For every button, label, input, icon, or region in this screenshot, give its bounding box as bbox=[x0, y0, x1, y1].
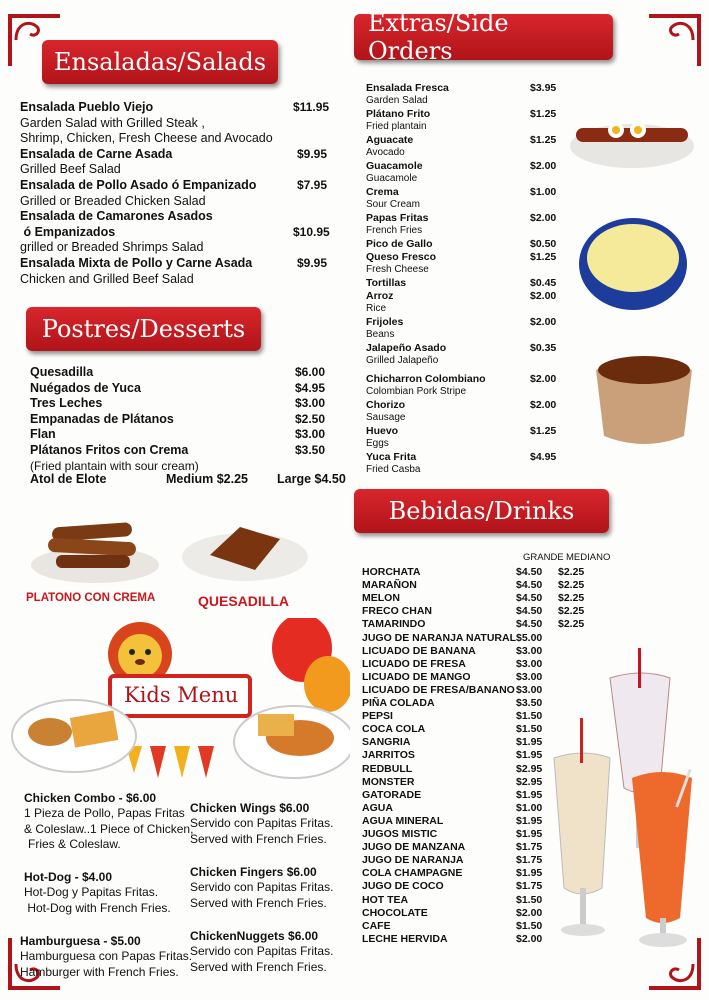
extras-title: Extras/Side Orders bbox=[368, 9, 509, 65]
extra-desc: Eggs bbox=[366, 438, 389, 449]
dessert-name: Plátanos Fritos con Crema bbox=[30, 442, 189, 457]
drink-price-grande: $2.00 bbox=[516, 932, 543, 945]
kid-title: Chicken Fingers $6.00 bbox=[190, 865, 317, 879]
salad-name: Ensalada de Pollo Asado ó Empanizado bbox=[20, 177, 257, 192]
extra-desc: Grilled Jalapeño bbox=[366, 355, 439, 366]
kid-title: Chicken Combo - $6.00 bbox=[24, 791, 157, 805]
dessert-price: $2.50 bbox=[295, 411, 326, 426]
drink-price-grande: $1.95 bbox=[516, 749, 543, 762]
salad-desc: Shrimp, Chicken, Fresh Cheese and Avocado bbox=[20, 131, 273, 146]
kid-desc: Hot-Dog with French Fries. bbox=[24, 900, 171, 915]
drink-name: HOT TEA bbox=[362, 893, 409, 906]
drink-price-grande: $2.95 bbox=[516, 762, 543, 775]
kid-desc: Hamburger with French Fries. bbox=[20, 964, 179, 979]
drink-name: MELON bbox=[362, 592, 400, 605]
salad-name: Ensalada de Carne Asada bbox=[20, 146, 173, 161]
kid-desc: Servido con Papitas Fritas. bbox=[190, 944, 334, 959]
dessert-name: Nuégados de Yuca bbox=[30, 380, 141, 395]
salad-desc: Chicken and Grilled Beef Salad bbox=[20, 271, 194, 286]
dessert-name: Flan bbox=[30, 427, 56, 442]
salad-desc: Garden Salad with Grilled Steak , bbox=[20, 115, 205, 130]
drink-name: JUGO DE MANZANA bbox=[362, 841, 466, 854]
extra-name: Aguacate bbox=[366, 134, 414, 146]
kid-title: Hamburguesa - $5.00 bbox=[20, 934, 141, 948]
dessert-name: Tres Leches bbox=[30, 396, 103, 411]
extra-desc: Avocado bbox=[366, 147, 405, 158]
extra-price: $4.95 bbox=[530, 451, 557, 463]
drink-name: HORCHATA bbox=[362, 566, 421, 578]
extra-price: $2.00 bbox=[530, 212, 557, 224]
kids-item bbox=[190, 929, 350, 975]
salad-desc: Grilled Beef Salad bbox=[20, 162, 121, 177]
drink-price-grande: $3.00 bbox=[516, 670, 543, 683]
extra-price: $2.00 bbox=[530, 290, 557, 302]
extra-name: Plátano Frito bbox=[366, 108, 431, 120]
drink-price-grande: $2.95 bbox=[516, 775, 543, 788]
kid-desc: Servido con Papitas Fritas. bbox=[190, 880, 334, 895]
kid-desc: 1 Pieza de Pollo, Papas Fritas bbox=[24, 806, 185, 821]
drink-name: COCA COLA bbox=[362, 723, 426, 736]
salad-name: Ensalada de Camarones Asados bbox=[20, 209, 213, 224]
drink-price-grande: $1.50 bbox=[516, 723, 543, 736]
drink-price-grande: $4.50 bbox=[516, 592, 543, 605]
drink-name: JUGO DE NARANJA bbox=[362, 854, 464, 867]
drink-price-mediano: $2.25 bbox=[558, 579, 585, 592]
salad-price: $11.95 bbox=[293, 100, 330, 114]
drink-price-grande: $1.50 bbox=[516, 919, 543, 932]
drinks-title: Bebidas/Drinks bbox=[388, 497, 575, 525]
extra-desc: French Fries bbox=[366, 225, 423, 236]
extra-price: $1.00 bbox=[530, 186, 557, 198]
kid-title: Chicken Wings $6.00 bbox=[190, 801, 310, 815]
kid-desc: Served with French Fries. bbox=[190, 959, 327, 974]
extra-desc: Colombian Pork Stripe bbox=[366, 386, 467, 397]
platano-label: PLATONO CON CREMA bbox=[26, 592, 156, 604]
drinks-col-grande: GRANDE bbox=[523, 552, 564, 563]
extras-banner bbox=[354, 9, 613, 65]
drink-price-grande: $1.95 bbox=[516, 736, 543, 749]
drink-price-grande: $1.00 bbox=[516, 801, 543, 814]
bowl-photo bbox=[578, 212, 688, 314]
drink-price-grande: $1.75 bbox=[516, 854, 543, 867]
corner-ornament-top-right bbox=[643, 10, 703, 70]
atol-medium bbox=[166, 472, 248, 486]
desserts-title: Postres/Desserts bbox=[41, 315, 246, 343]
salad-price: $9.95 bbox=[297, 147, 328, 161]
drink-name: AGUA bbox=[362, 801, 393, 814]
extra-price: $0.35 bbox=[530, 342, 557, 354]
drink-name: PIÑA COLADA bbox=[362, 697, 435, 709]
drink-name: PEPSI bbox=[362, 710, 393, 723]
drink-price-grande: $1.75 bbox=[516, 841, 543, 854]
drink-price-grande: $3.00 bbox=[516, 644, 543, 657]
extra-price: $0.45 bbox=[530, 277, 557, 289]
drinks-banner bbox=[354, 489, 609, 533]
kid-desc: Served with French Fries. bbox=[190, 895, 327, 910]
salads-banner bbox=[42, 40, 278, 84]
drink-price-grande: $3.00 bbox=[516, 683, 543, 696]
dessert-price: $3.00 bbox=[295, 427, 326, 442]
drink-name: CHOCOLATE bbox=[362, 906, 428, 919]
dessert-name: Quesadilla bbox=[30, 365, 94, 379]
drink-price-grande: $5.00 bbox=[516, 631, 543, 644]
extra-price: $1.25 bbox=[530, 108, 557, 120]
drink-price-grande: $1.95 bbox=[516, 788, 543, 801]
extra-name: Tortillas bbox=[366, 277, 407, 289]
dessert-price: $6.00 bbox=[295, 365, 326, 379]
drink-name: REDBULL bbox=[362, 762, 413, 775]
kid-title: Hot-Dog - $4.00 bbox=[24, 870, 113, 884]
kids-item bbox=[24, 870, 194, 916]
salad-name-cont: ó Empanizados bbox=[20, 224, 116, 239]
salad-price: $10.95 bbox=[293, 225, 330, 239]
extra-name: Arroz bbox=[366, 290, 394, 302]
drink-price-mediano: $2.25 bbox=[558, 566, 585, 578]
drink-price-grande: $4.50 bbox=[516, 579, 543, 592]
drink-price-grande: $1.95 bbox=[516, 867, 543, 880]
drink-price-grande: $1.95 bbox=[516, 828, 543, 840]
kids-item bbox=[190, 865, 350, 911]
salad-price: $9.95 bbox=[297, 256, 328, 270]
salads-title: Ensaladas/Salads bbox=[53, 48, 267, 76]
drink-price-grande: $3.00 bbox=[516, 657, 543, 670]
kids-menu-title: Kids Menu bbox=[124, 683, 239, 707]
extra-name: Huevo bbox=[366, 425, 399, 437]
extra-price: $2.00 bbox=[530, 160, 557, 172]
extra-name: Yuca Frita bbox=[366, 451, 417, 463]
extra-name: Crema bbox=[366, 186, 399, 198]
quesadilla-label: QUESADILLA bbox=[198, 593, 289, 609]
drink-price-mediano: $2.25 bbox=[558, 618, 585, 631]
drink-name: LICUADO DE BANANA bbox=[362, 644, 476, 657]
drink-name: GATORADE bbox=[362, 788, 422, 801]
extra-price: $2.00 bbox=[530, 316, 557, 328]
drink-name: CAFE bbox=[362, 919, 391, 932]
desserts-list bbox=[30, 365, 340, 474]
salad-name: Ensalada Mixta de Pollo y Carne Asada bbox=[20, 255, 253, 270]
extra-name: Chorizo bbox=[366, 399, 406, 411]
extra-name: Papas Fritas bbox=[366, 212, 429, 224]
drink-name: JUGOS MISTIC bbox=[362, 828, 438, 840]
platano-photo bbox=[30, 515, 160, 585]
drink-price-grande: $1.95 bbox=[516, 814, 543, 827]
drink-price-grande: $1.50 bbox=[516, 893, 543, 906]
kids-item bbox=[190, 801, 350, 847]
drink-name: SANGRIA bbox=[362, 736, 411, 749]
extra-desc: Rice bbox=[366, 303, 387, 314]
drink-name: COLA CHAMPAGNE bbox=[362, 867, 463, 880]
salad-desc: grilled or Breaded Shrimps Salad bbox=[20, 240, 204, 255]
dessert-price: $4.95 bbox=[295, 380, 326, 395]
drink-price-grande: $2.00 bbox=[516, 906, 543, 919]
kid-desc: Hamburguesa con Papas Fritas. bbox=[20, 949, 193, 964]
kid-desc: Fries & Coleslaw. bbox=[28, 837, 121, 852]
extra-desc: Garden Salad bbox=[366, 95, 428, 106]
drink-name: JUGO DE COCO bbox=[362, 880, 444, 893]
drink-name: JARRITOS bbox=[362, 749, 415, 762]
dessert-name: Empanadas de Plátanos bbox=[30, 411, 174, 426]
extra-price: $2.00 bbox=[530, 373, 557, 385]
dessert-note: (Fried plantain with sour cream) bbox=[30, 458, 199, 473]
extra-name: Chicharron Colombiano bbox=[366, 373, 486, 385]
drink-price-grande: $4.50 bbox=[516, 618, 543, 631]
drink-price-mediano: $2.25 bbox=[558, 592, 585, 605]
extra-desc: Fried plantain bbox=[366, 121, 427, 132]
drinks-col-mediano: MEDIANO bbox=[566, 552, 611, 563]
extra-name: Frijoles bbox=[366, 316, 404, 328]
drink-name: LICUADO DE MANGO bbox=[362, 670, 471, 683]
extra-desc: Guacamole bbox=[366, 173, 418, 184]
bacon-photo bbox=[568, 112, 696, 174]
salad-price: $7.95 bbox=[297, 178, 328, 192]
extra-price: $1.25 bbox=[530, 134, 557, 146]
quesadilla-photo bbox=[180, 515, 310, 585]
kid-desc: Servido con Papitas Fritas. bbox=[190, 816, 334, 831]
extra-desc: Fresh Cheese bbox=[366, 264, 429, 275]
drink-name: AGUA MINERAL bbox=[362, 814, 444, 827]
drinks-photo bbox=[550, 648, 700, 958]
extra-price: $2.00 bbox=[530, 399, 557, 411]
dessert-price: $3.50 bbox=[295, 442, 326, 457]
drink-price-grande: $1.50 bbox=[516, 710, 543, 723]
kid-desc: Hot-Dog y Papitas Fritas. bbox=[24, 885, 159, 900]
drink-name: MONSTER bbox=[362, 775, 415, 788]
extra-name: Queso Fresco bbox=[366, 251, 437, 263]
kid-title: ChickenNuggets $6.00 bbox=[190, 929, 319, 943]
extra-name: Jalapeño Asado bbox=[366, 342, 447, 354]
drink-price-mediano: $2.25 bbox=[558, 605, 585, 618]
extra-name: Guacamole bbox=[366, 160, 423, 172]
extra-name: Ensalada Fresca bbox=[366, 82, 449, 94]
drink-name: TAMARINDO bbox=[362, 618, 426, 631]
drink-price-grande: $1.75 bbox=[516, 880, 543, 893]
extra-desc: Sour Cream bbox=[366, 199, 420, 210]
extra-price: $0.50 bbox=[530, 238, 557, 250]
salad-desc: Grilled or Breaded Chicken Salad bbox=[20, 193, 206, 208]
desserts-prices bbox=[295, 365, 325, 459]
atol-large: Large $4.50 bbox=[277, 472, 346, 486]
extra-desc: Beans bbox=[366, 329, 395, 340]
kid-desc: & Coleslaw..1 Piece of Chicken, bbox=[24, 821, 194, 836]
extra-price: $3.95 bbox=[530, 82, 557, 94]
atol-name: Atol de Elote bbox=[30, 472, 107, 486]
kids-item bbox=[24, 791, 194, 853]
extra-desc: Sausage bbox=[366, 412, 406, 423]
drink-name: LICUADO DE FRESA/BANANO bbox=[362, 683, 515, 696]
drink-name: FRECO CHAN bbox=[362, 605, 432, 618]
soup-photo bbox=[592, 340, 696, 452]
desserts-banner bbox=[26, 307, 261, 351]
extra-price: $1.25 bbox=[530, 425, 557, 437]
drink-price-grande: $4.50 bbox=[516, 605, 543, 618]
atol-medium-price: Medium $2.25 bbox=[166, 472, 248, 486]
drink-price-grande: $4.50 bbox=[516, 566, 543, 578]
dessert-price: $3.00 bbox=[295, 396, 326, 411]
drink-name: JUGO DE NARANJA NATURAL bbox=[362, 631, 517, 644]
drink-name: LECHE HERVIDA bbox=[362, 932, 448, 945]
extra-price: $1.25 bbox=[530, 251, 557, 263]
kids-item bbox=[20, 934, 195, 980]
kid-desc: Served with French Fries. bbox=[190, 831, 327, 846]
salad-name: Ensalada Pueblo Viejo bbox=[20, 100, 154, 114]
extra-name: Pico de Gallo bbox=[366, 238, 433, 250]
drink-name: MARAÑON bbox=[362, 579, 417, 592]
drink-name: LICUADO DE FRESA bbox=[362, 657, 466, 670]
drink-price-grande: $3.50 bbox=[516, 697, 543, 709]
extra-desc: Fried Casba bbox=[366, 464, 421, 475]
